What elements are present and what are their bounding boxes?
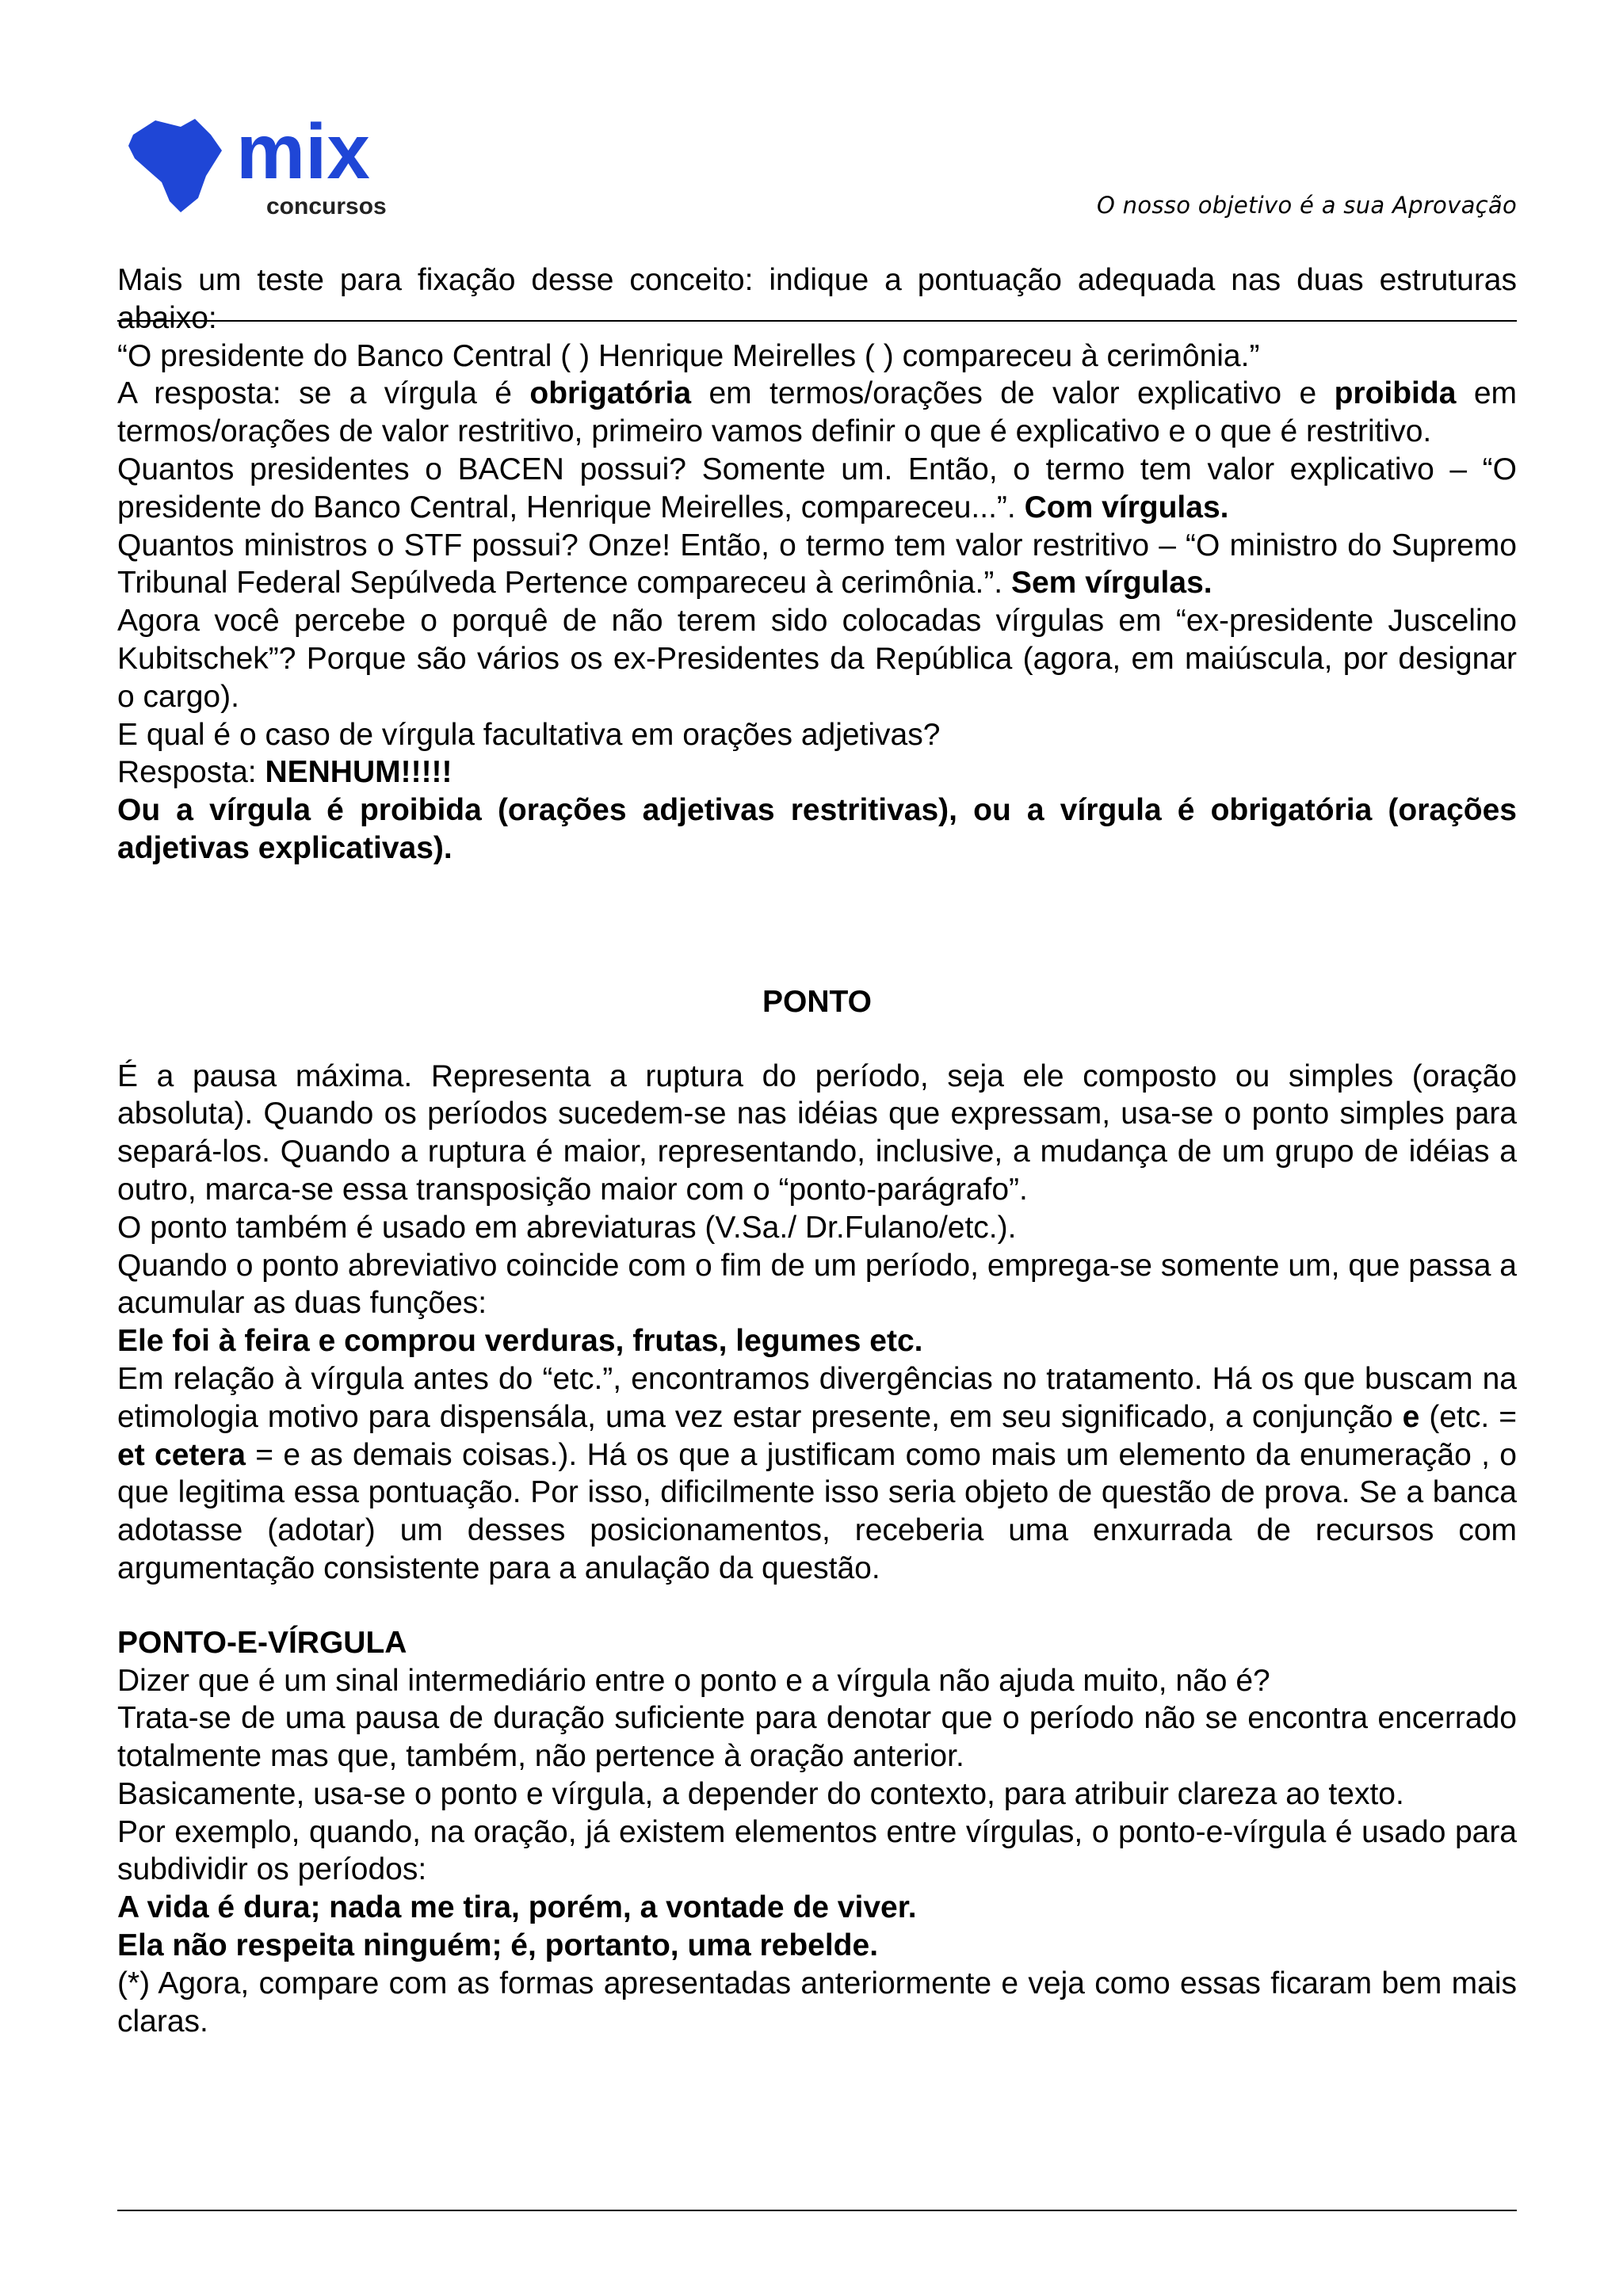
paragraph: Quantos presidentes o BACEN possui? Somente um. Então, o termo tem valor explicativo – “O presidente do Banco Central, Henrique Meirelles, compareceu...”. Com vírgulas.: [117, 452, 1517, 524]
paragraph: Mais um teste para fixação desse conceito: indique a pontuação adequada nas duas estruturas abaixo:: [117, 263, 1517, 335]
paragraph: É a pausa máxima. Representa a ruptura do período, seja ele composto ou simples (oração absoluta). Quando os períodos sucedem-se nas idéias que expressam, usa-se o ponto simples para separá-los. Quando a ruptura é maior, representando, inclusive, a mudança de um grupo de idéias a outro, marca-se essa transposição maior com o “ponto-parágrafo”.: [117, 1058, 1517, 1207]
paragraph: Por exemplo, quando, na oração, já existem elementos entre vírgulas, o ponto-e-vírgula é usado para subdividir os períodos:: [117, 1814, 1517, 1887]
section-title-ponto: PONTO: [762, 984, 872, 1019]
paragraph: A resposta: se a vírgula é obrigatória em termos/orações de valor explicativo e proibida em termos/orações de valor restritivo, primeiro vamos definir o que é explicativo e o que é restritivo.: [117, 376, 1518, 449]
paragraph: Em relação à vírgula antes do “etc.”, encontramos divergências no tratamento. Há os que buscam na etimologia motivo para dispensála, uma vez estar presente, em seu significado, a conjunção e (etc. = et cetera = e as demais coisas.). Há os que a justificam como mais um elemento da enumeração , o que legitima essa pontuação. Por isso, dificilmente isso seria objeto de questão de prova. Se a banca adotasse (adotar) um desses posicionamentos, receberia uma enxurrada de recursos com argumentação consistente para a anulação da questão.: [117, 1361, 1518, 1585]
main-content: [117, 261, 1517, 2040]
paragraph-example: Ele foi à feira e comprou verduras, frutas, legumes etc.: [117, 1324, 923, 1359]
paragraph-answer: Resposta: NENHUM!!!!!: [117, 755, 453, 790]
section-spacer: [117, 1021, 1517, 1058]
paragraph-question: E qual é o caso de vírgula facultativa em orações adjetivas?: [117, 717, 941, 752]
paragraph: Basicamente, usa-se o ponto e vírgula, a depender do contexto, para atribuir clareza ao texto.: [117, 1776, 1404, 1811]
paragraph-emphasis: Ou a vírgula é proibida (orações adjetivas restritivas), ou a vírgula é obrigatória (orações adjetivas explicativas).: [117, 793, 1517, 865]
paragraph: Trata-se de uma pausa de duração suficiente para denotar que o período não se encontra encerrado totalmente mas que, também, não pertence à oração anterior.: [117, 1701, 1517, 1774]
paragraph: O ponto também é usado em abreviaturas (V.Sa./ Dr.Fulano/etc.).: [117, 1210, 1017, 1245]
logo-subtext: concursos: [266, 193, 387, 219]
section-title-ponto-e-virgula: PONTO-E-VÍRGULA: [117, 1625, 407, 1660]
header-motto: O nosso objetivo é a sua Aprovação: [1097, 192, 1517, 219]
footer-divider: [117, 2210, 1517, 2211]
brazil-map-icon: [128, 119, 222, 212]
paragraph: Agora você percebe o porquê de não terem sido colocadas vírgulas em “ex-presidente Juscelino Kubitschek”? Porque são vários os ex-Presidentes da República (agora, em maiúscula, por designar o cargo).: [117, 604, 1517, 714]
logo-wordmark: mix: [236, 108, 370, 195]
paragraph: (*) Agora, compare com as formas apresentadas anteriormente e veja como essas ficaram bem mais claras.: [117, 1966, 1517, 2039]
paragraph: Quantos ministros o STF possui? Onze! Então, o termo tem valor restritivo – “O ministro do Supremo Tribunal Federal Sepúlveda Pertence compareceu à cerimônia.”. Sem vírgulas.: [117, 528, 1517, 601]
paragraph: Quando o ponto abreviativo coincide com o fim de um período, emprega-se somente um, que passa a acumular as duas funções:: [117, 1248, 1517, 1321]
page-header: [117, 95, 1517, 226]
section-spacer: [117, 868, 1517, 983]
mix-concursos-logo: [117, 103, 418, 222]
paragraph-quote: “O presidente do Banco Central ( ) Henrique Meirelles ( ) compareceu à cerimônia.”: [117, 338, 1260, 373]
paragraph-example: A vida é dura; nada me tira, porém, a vontade de viver.: [117, 1890, 917, 1925]
section-spacer: [117, 1588, 1517, 1624]
paragraph-example: Ela não respeita ninguém; é, portanto, uma rebelde.: [117, 1928, 879, 1963]
paragraph: Dizer que é um sinal intermediário entre o ponto e a vírgula não ajuda muito, não é?: [117, 1663, 1270, 1698]
document-page: [117, 0, 1517, 2296]
